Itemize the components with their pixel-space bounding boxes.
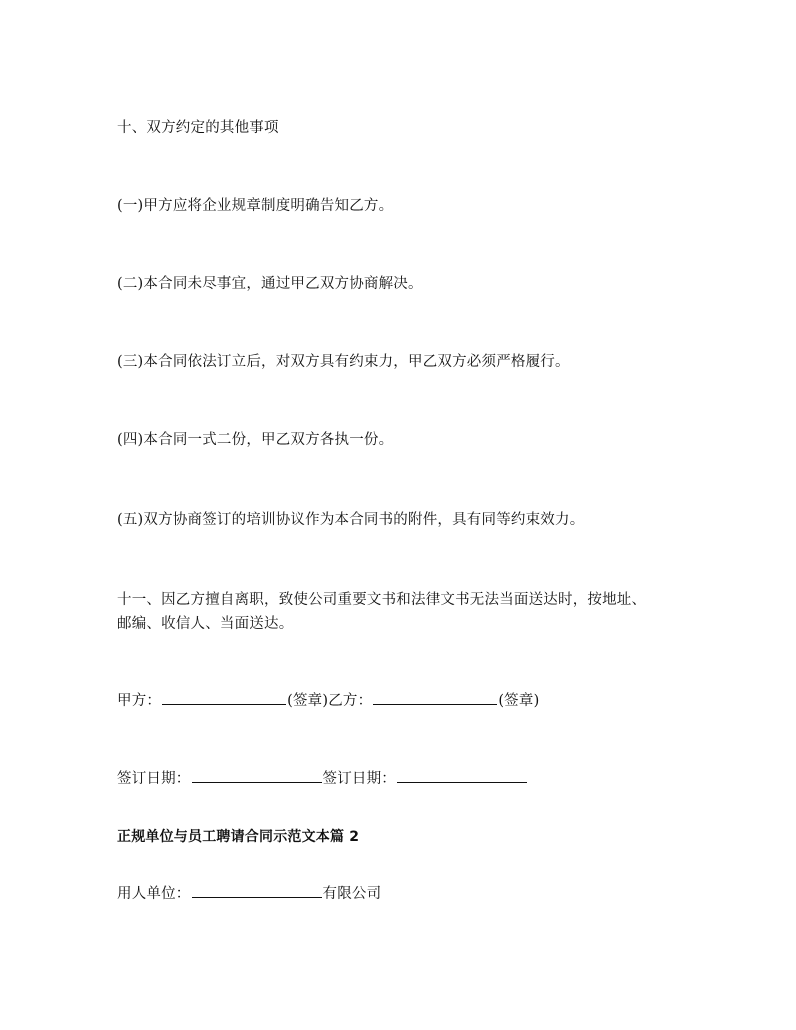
clause-item-2: (二)本合同未尽事宜，通过甲乙双方协商解决。: [117, 276, 423, 292]
section-heading-2: 正规单位与员工聘请合同示范文本篇 2: [117, 829, 360, 845]
seal-a-label: (签章)乙方：: [287, 693, 373, 709]
party-a-signature-blank: [162, 690, 286, 705]
clause-item-1: (一)甲方应将企业规章制度明确告知乙方。: [117, 198, 394, 214]
party-a-label: 甲方：: [117, 693, 162, 709]
signing-date-line: [117, 768, 756, 791]
signing-date-label-a: 签订日期：: [117, 771, 191, 787]
section-10-title: 十、双方约定的其他事项: [117, 120, 279, 136]
signature-line: [117, 690, 756, 713]
clause-item-3: (三)本合同依法订立后，对双方具有约束力，甲乙双方必须严格履行。: [117, 354, 570, 370]
employer-name-blank: [192, 883, 322, 898]
section-11-line-1: 十一、因乙方擅自离职，致使公司重要文书和法律文书无法当面送达时，按地址、: [117, 592, 647, 608]
employer-label: 用人单位：: [117, 886, 191, 902]
signing-date-label-b: 签订日期：: [322, 771, 396, 787]
clause-item-5: (五)双方协商签订的培训协议作为本合同书的附件，具有同等约束效力。: [117, 512, 585, 528]
signing-date-blank-a: [192, 768, 322, 783]
clause-item-4: (四)本合同一式二份，甲乙双方各执一份。: [117, 432, 394, 448]
employer-line: [117, 883, 756, 906]
signing-date-blank-b: [397, 768, 527, 783]
section-11-line-2: 邮编、收信人、当面送达。: [117, 616, 294, 632]
party-b-signature-blank: [373, 690, 497, 705]
employer-suffix: 有限公司: [322, 886, 382, 902]
seal-b-label: (签章): [498, 693, 540, 709]
